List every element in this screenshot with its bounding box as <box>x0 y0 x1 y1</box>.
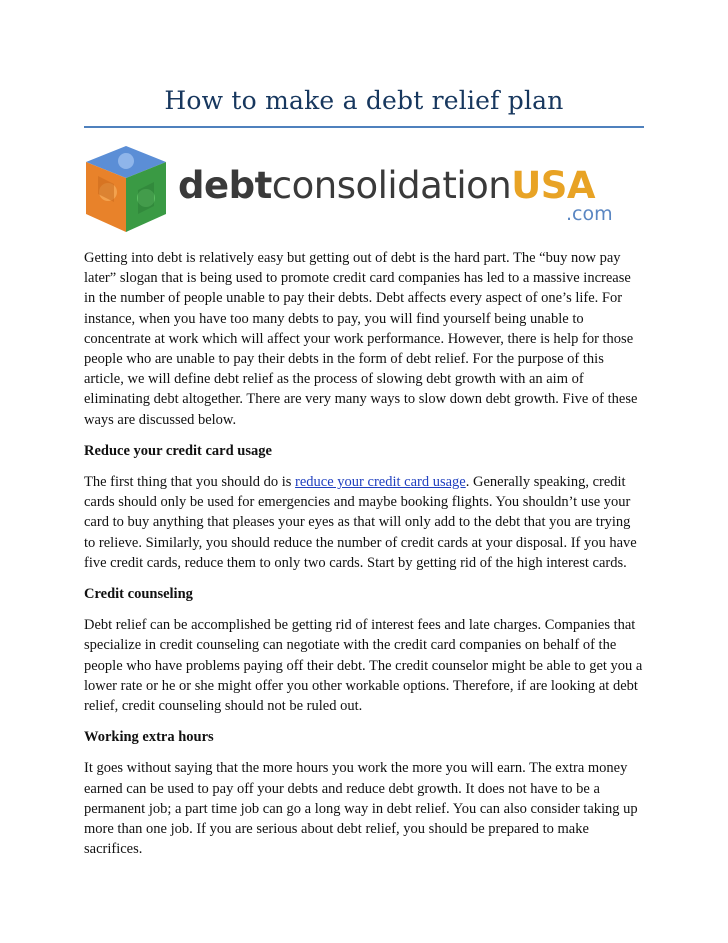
section-heading-credit-card: Reduce your credit card usage <box>84 442 272 459</box>
paragraph-text: . Generally speaking, credit cards should only be used for emergencies and maybe booking flights. You shouldn’t use your card to buy anything that pleases your eyes as that will only add to the debt that you are trying to relieve. Similarly, you should reduce the number of credit cards at your disposal. If you have five credit cards, reduce them to only two cards. Start by getting rid of the high interest cards. <box>84 474 637 571</box>
section-heading-credit-counseling: Credit counseling <box>84 586 193 603</box>
section-paragraph-credit-card <box>84 472 644 573</box>
page-title: How to make a debt relief plan <box>164 86 564 115</box>
paragraph-text: The first thing that you should do is <box>84 474 296 491</box>
logo-word-consolidation: consolidation <box>271 164 512 207</box>
section-paragraph-credit-counseling: Debt relief can be accomplished be getting rid of interest fees and late charges. Companies that specialize in credit counseling can negotiate with the credit card companies on behalf of the people who have problems paying off their debt. The credit counselor might be able to get you a lower rate or he or she might offer you other workable options. Therefore, if are looking at debt relief, credit counseling should not be ruled out. <box>84 617 643 715</box>
section-heading-extra-hours: Working extra hours <box>84 729 214 746</box>
reduce-credit-card-usage-link[interactable]: reduce your credit card usage <box>295 474 466 491</box>
intro-paragraph: Getting into debt is relatively easy but getting out of debt is the hard part. The “buy now pay later” slogan that is being used to promote credit card companies has led to a massive increase in the number of people unable to pay their debts. Debt affects every aspect of one’s life. For instance, when you have too many debts to pay, you will find yourself being unable to concentrate at work which will affect your work performance. However, there is help for those people who are unable to pay their debts in the form of debt relief. For the purpose of this article, we will define debt relief as the process of slowing debt growth with an aim of eliminating debt altogether. There are very many ways to slow down debt growth. Five of these ways are discussed below. <box>84 250 638 428</box>
title-underline <box>84 126 644 128</box>
section-paragraph-extra-hours: It goes without saying that the more hours you work the more you will earn. The extra money earned can be used to pay off your debts and reduce debt growth. It does not have to be a permanent job; a part time job can go a long way in debt relief. You can also consider taking up more than one job. If you are serious about debt relief, you should be prepared to make sacrifices. <box>84 760 638 858</box>
logo-word-debt: debt <box>178 164 272 207</box>
puzzle-cube-icon <box>86 146 166 232</box>
logo-word-usa: USA <box>511 164 596 207</box>
article-body <box>84 248 644 870</box>
logo-wordmark <box>178 162 595 210</box>
logo-tld: .com <box>566 203 613 225</box>
